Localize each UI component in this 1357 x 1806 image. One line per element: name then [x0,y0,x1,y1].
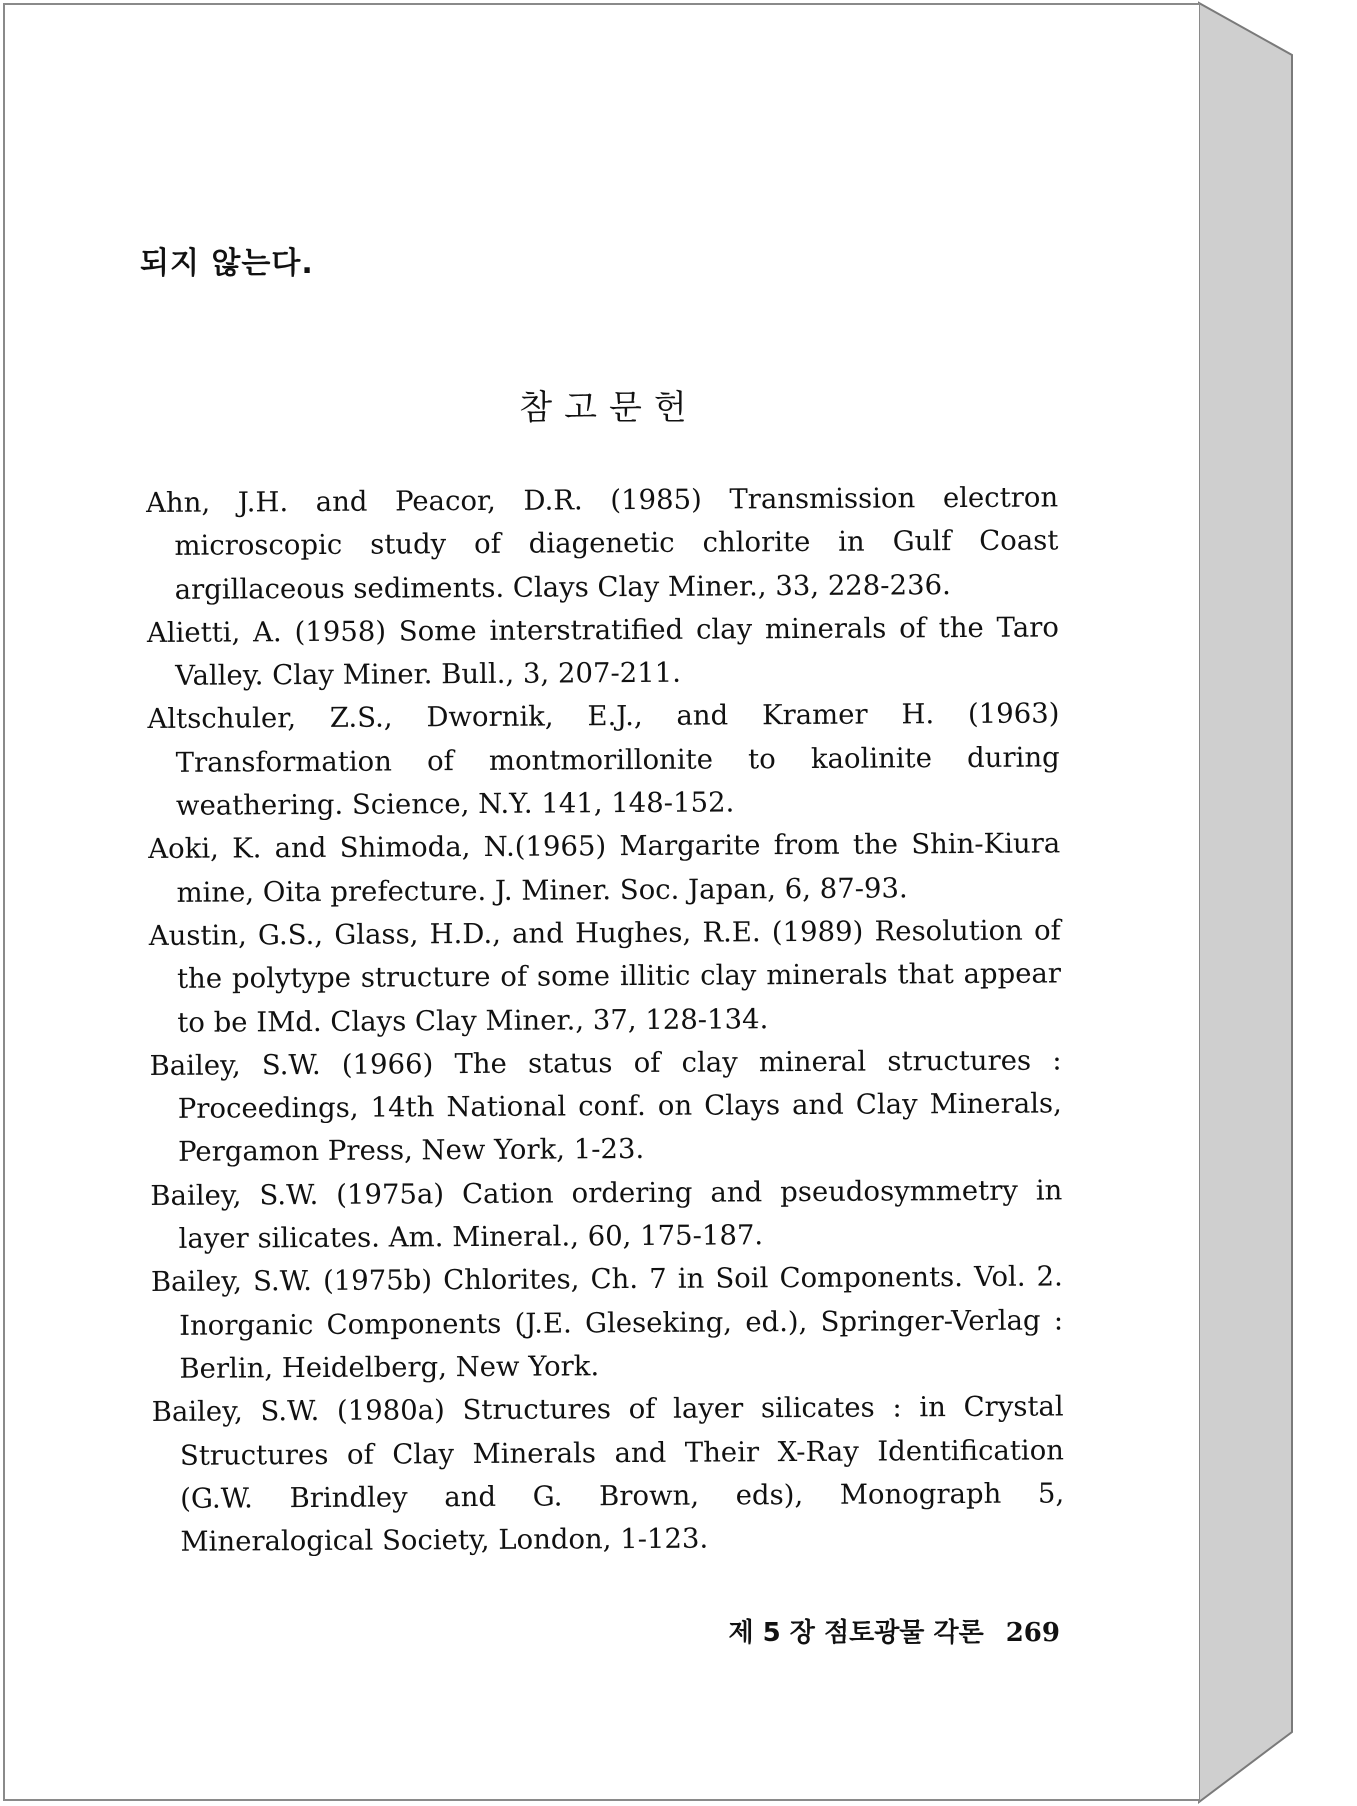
page-footer [700,1612,1060,1649]
reference-entry: Austin, G.S., Glass, H.D., and Hughes, R.E. (1989) Resolution of the polytype structure of some illitic clay minerals that appear to be IMd. Clays Clay Miner., 37, 128-134. [148,914,1062,1039]
continuation-text: 되지 않는다. [140,246,314,281]
reference-entry: Bailey, S.W. (1975a) Cation ordering and pseudosymmetry in layer silicates. Am. Mineral., 60, 175-187. [150,1174,1063,1255]
reference-entry: Aoki, K. and Shimoda, N.(1965) Margarite from the Shin-Kiura mine, Oita prefecture. J. Miner. Soc. Japan, 6, 87-93. [148,827,1061,909]
reference-entry: Alietti, A. (1958) Some interstratified clay minerals of the Taro Valley. Clay Miner. Bull., 3, 207-211. [146,611,1060,693]
page-number: 269 [1005,1618,1060,1648]
footer-chapter-title: 제 5 장 점토광물 각론 [728,1618,984,1648]
reference-entry: Bailey, S.W. (1966) The status of clay mineral structures : Proceedings, 14th National conf. on Clays and Clay Minerals, Pergamon Press, New York, 1-23. [149,1044,1062,1169]
reference-entry: Altschuler, Z.S., Dwornik, E.J., and Kramer H. (1963) Transformation of montmorillonite to kaolinite during weathering. Science, N.Y. 141, 148-152. [147,697,1060,822]
reference-entry: Ahn, J.H. and Peacor, D.R. (1985) Transmission electron microscopic study of diagenetic chlorite in Gulf Coast argillaceous sediments. Clays Clay Miner., 33, 228-236. [146,481,1059,606]
reference-entry: Bailey, S.W. (1975b) Chlorites, Ch. 7 in Soil Components. Vol. 2. Inorganic Components (J.E. Gleseking, ed.), Springer-Verlag : Berlin, Heidelberg, New York. [150,1260,1064,1385]
reference-entry: Bailey, S.W. (1980a) Structures of layer silicates : in Crystal Structures of Clay Minerals and Their X-Ray Identification (G.W. Brindley and G. Brown, eds), Monograph 5, Mineralogical Society, London, 1-123. [151,1390,1065,1558]
section-title: 참고문헌 [519,388,699,428]
reference-list [146,476,1065,1564]
